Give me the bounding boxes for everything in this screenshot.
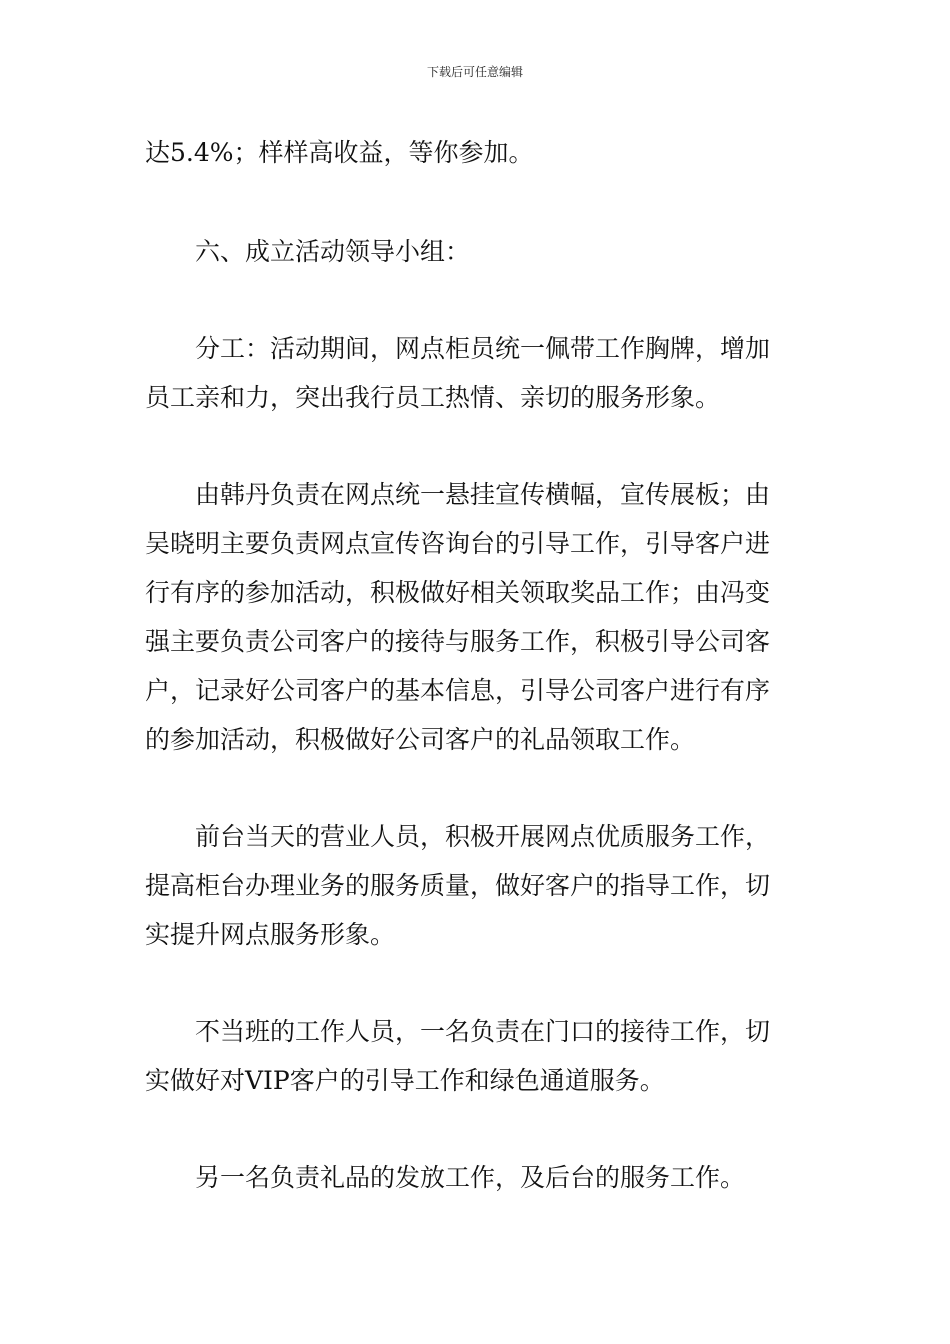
- paragraph-4-line-4: 强主要负责公司客户的接待与服务工作，积极引导公司客: [145, 627, 771, 656]
- paragraph-7: [145, 1153, 807, 1202]
- paragraph-3-line-2: 员工亲和力，突出我行员工热情、亲切的服务形象。: [145, 383, 721, 412]
- paragraph-1-line-1: 达5.4%；样样高收益，等你参加。: [145, 138, 534, 167]
- document-body: [145, 128, 807, 1202]
- paragraph-4-line-1: 由韩丹负责在网点统一悬挂宣传横幅，宣传展板；由: [195, 480, 771, 509]
- paragraph-3-line-1: 分工：活动期间，网点柜员统一佩带工作胸牌，增加: [195, 334, 771, 363]
- paragraph-3: [145, 324, 807, 422]
- paragraph-4-line-6: 的参加活动，积极做好公司客户的礼品领取工作。: [145, 725, 696, 754]
- paragraph-4-line-3: 行有序的参加活动，积极做好相关领取奖品工作；由冯变: [145, 578, 771, 607]
- paragraph-1: [145, 128, 807, 177]
- paragraph-5: [145, 812, 807, 959]
- paragraph-4-line-5: 户，记录好公司客户的基本信息，引导公司客户进行有序: [145, 676, 771, 705]
- paragraph-7-line-1: 另一名负责礼品的发放工作，及后台的服务工作。: [195, 1163, 746, 1192]
- paragraph-5-line-1: 前台当天的营业人员，积极开展网点优质服务工作，: [195, 822, 771, 851]
- paragraph-5-line-3: 实提升网点服务形象。: [145, 920, 396, 949]
- paragraph-5-line-2: 提高柜台办理业务的服务质量，做好客户的指导工作，切: [145, 871, 771, 900]
- paragraph-6-line-2: 实做好对VIP客户的引导工作和绿色通道服务。: [145, 1066, 665, 1095]
- paragraph-2: [145, 227, 807, 276]
- paragraph-2-line-1: 六、成立活动领导小组：: [195, 237, 471, 266]
- paragraph-6-line-1: 不当班的工作人员，一名负责在门口的接待工作，切: [195, 1017, 771, 1046]
- paragraph-4-line-2: 吴晓明主要负责网点宣传咨询台的引导工作，引导客户进: [145, 529, 771, 558]
- paragraph-4: [145, 470, 807, 764]
- paragraph-6: [145, 1007, 807, 1105]
- header-note: 下载后可任意编辑: [426, 65, 523, 79]
